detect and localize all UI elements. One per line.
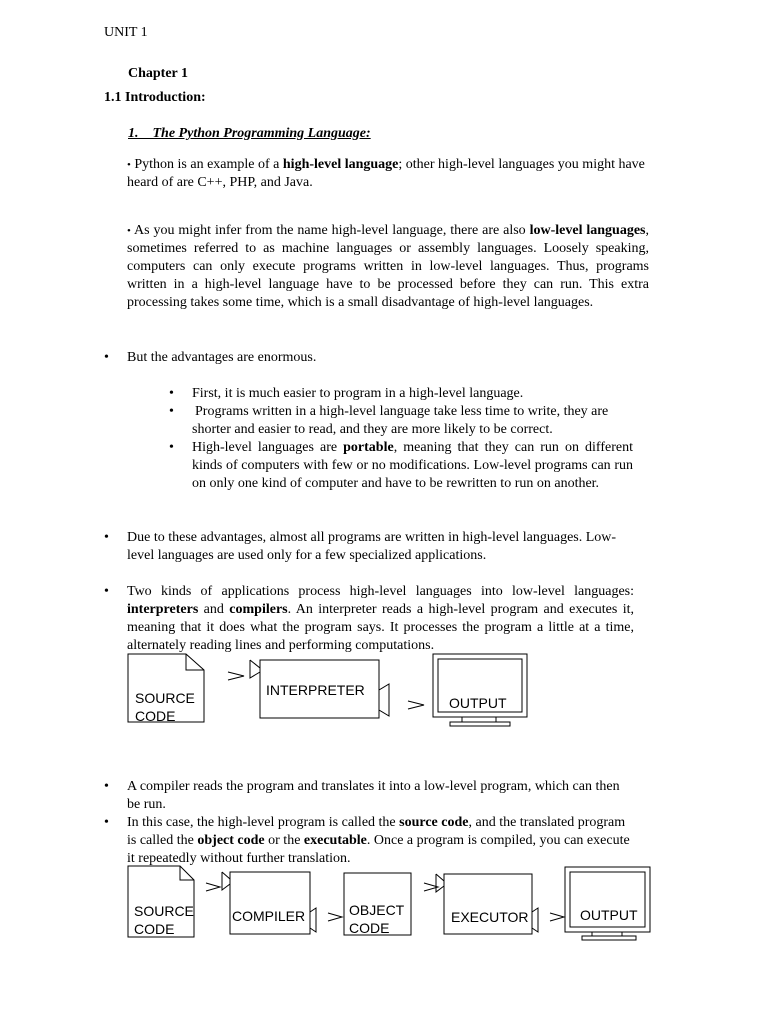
diagram2-source-label: SOURCE xyxy=(134,903,194,919)
arrow-icon xyxy=(206,883,220,891)
diagram2-code-label: CODE xyxy=(134,921,175,937)
bullet-marker: • xyxy=(104,584,109,599)
page-header: UNIT 1 xyxy=(104,25,148,40)
sub-bullet-less-time: Programs written in a high-level language take less time to write, they are shorter and easier to read, and they are more likely to be correct. xyxy=(192,404,609,437)
diagram1-output-label: OUTPUT xyxy=(449,695,507,711)
bullet-source-object-code: In this case, the high-level program is called the source code, and the translated program is called the object code or the executable. Once a program is compiled, you can execute it repeatedly without further translation. xyxy=(127,815,630,866)
compiler-label: COMPILER xyxy=(232,908,306,924)
object-label: OBJECT xyxy=(349,902,405,918)
monitor-icon xyxy=(565,867,650,940)
bullet-compiler: A compiler reads the program and translates it into a low-level program, which can then be run. xyxy=(127,779,620,812)
small-bullet: • xyxy=(127,225,131,237)
object-code-label: CODE xyxy=(349,920,390,936)
executor-tab-shape xyxy=(532,908,538,932)
bullet-marker: • xyxy=(104,530,109,545)
paragraph-low-level: • As you might infer from the name high-level language, there are also low-level languages, sometimes referred to as machine languages or assembly languages. Loosely speaking, computers can only execute programs written in low-level languages. Thus, programs written in a high-level language have to be processed before they can run. This extra processing takes some time, which is a small disadvantage of high-level languages. xyxy=(127,223,649,310)
diagram1-code-label: CODE xyxy=(135,708,176,724)
small-bullet: • xyxy=(127,159,131,171)
sub-bullet-marker: • xyxy=(169,404,174,419)
executor-label: EXECUTOR xyxy=(451,909,529,925)
sub-bullet-marker: • xyxy=(169,386,174,401)
sub-bullet-easier: First, it is much easier to program in a high-level language. xyxy=(192,386,524,401)
bullet-advantages: But the advantages are enormous. xyxy=(127,350,317,365)
paragraph-python: • Python is an example of a high-level language; other high-level languages you might have heard of are C++, PHP, and Java. xyxy=(127,157,645,190)
bullet-marker: • xyxy=(104,350,109,365)
sub-bullet-portable: High-level languages are portable, meaning that they can run on different kinds of computers with few or no modifications. Low-level programs can run on only one kind of computer and have to be rewritten to run on another. xyxy=(192,440,633,491)
compiler-tab-shape xyxy=(310,908,316,932)
diagram2-output-label: OUTPUT xyxy=(580,907,638,923)
bullet-interpreters-compilers: Two kinds of applications process high-level languages into low-level languages: interpreters and compilers. An interpreter reads a high-level program and executes it, meaning that it does what the program says. It processes the program a little at a time, alternately reading lines and performing computations. xyxy=(127,584,635,653)
bullet-due-to-advantages: Due to these advantages, almost all programs are written in high-level languages. Low-level languages are used only for a few specialized applications. xyxy=(127,530,617,563)
chapter-title: Chapter 1 xyxy=(128,66,189,81)
diagram1-source-label: SOURCE xyxy=(135,690,195,706)
interpreter-label: INTERPRETER xyxy=(266,682,365,698)
arrow-icon xyxy=(328,913,342,921)
arrow-icon xyxy=(550,913,564,921)
section-title: 1.1 Introduction: xyxy=(104,90,206,105)
bullet-marker: • xyxy=(104,815,109,830)
subsection-title: 1. The Python Programming Language: xyxy=(128,126,371,141)
sub-bullet-marker: • xyxy=(169,440,174,455)
bullet-marker: • xyxy=(104,779,109,794)
